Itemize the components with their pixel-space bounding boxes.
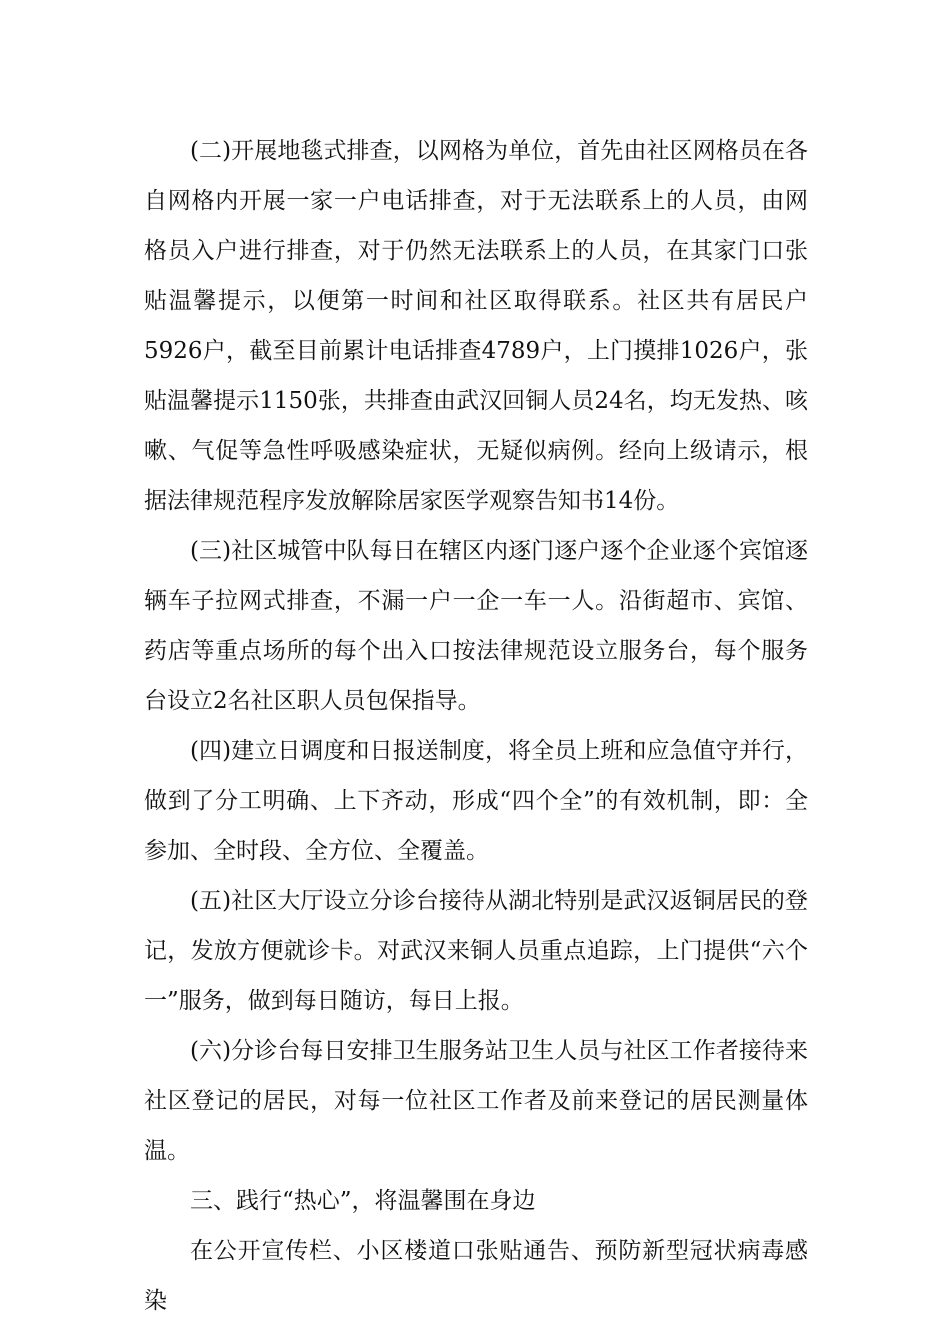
document-body — [144, 126, 808, 1326]
paragraph-public-notice: 在公开宣传栏、小区楼道口张贴通告、预防新型冠状病毒感染 — [144, 1238, 808, 1314]
paragraph-grid-screening: (二)开展地毯式排查，以网格为单位，首先由社区网格员在各自网格内开展一家一户电话排查，对于无法联系上的人员，由网格员入户进行排查，对于仍然无法联系上的人员，在其家门口张贴温馨提示，以便第一时间和社区取得联系。社区共有居民户5926户，截至目前累计电话排查4789户，上门摸排1026户，张贴温馨提示1150张，共排查由武汉回铜人员24名，均无发热、咳嗽、气促等急性呼吸感染症状，无疑似病例。经向上级请示，根据法律规范程序发放解除居家医学观察告知书14份。 — [144, 138, 808, 514]
paragraph-urban-management: (三)社区城管中队每日在辖区内逐门逐户逐个企业逐个宾馆逐辆车子拉网式排查，不漏一户一企一车一人。沿街超市、宾馆、药店等重点场所的每个出入口按法律规范设立服务台，每个服务台设立2名社区职人员包保指导。 — [144, 538, 808, 714]
paragraph-temperature-check: (六)分诊台每日安排卫生服务站卫生人员与社区工作者接待来社区登记的居民，对每一位社区工作者及前来登记的居民测量体温。 — [144, 1038, 808, 1164]
section-heading-warm-heart: 三、践行“热心”，将温馨围在身边 — [190, 1188, 536, 1214]
paragraph-daily-reporting: (四)建立日调度和日报送制度，将全员上班和应急值守并行，做到了分工明确、上下齐动，形成“四个全”的有效机制，即：全参加、全时段、全方位、全覆盖。 — [144, 738, 808, 864]
paragraph-triage-desk: (五)社区大厅设立分诊台接待从湖北特别是武汉返铜居民的登记，发放方便就诊卡。对武汉来铜人员重点追踪，上门提供“六个一”服务，做到每日随访，每日上报。 — [144, 888, 808, 1014]
